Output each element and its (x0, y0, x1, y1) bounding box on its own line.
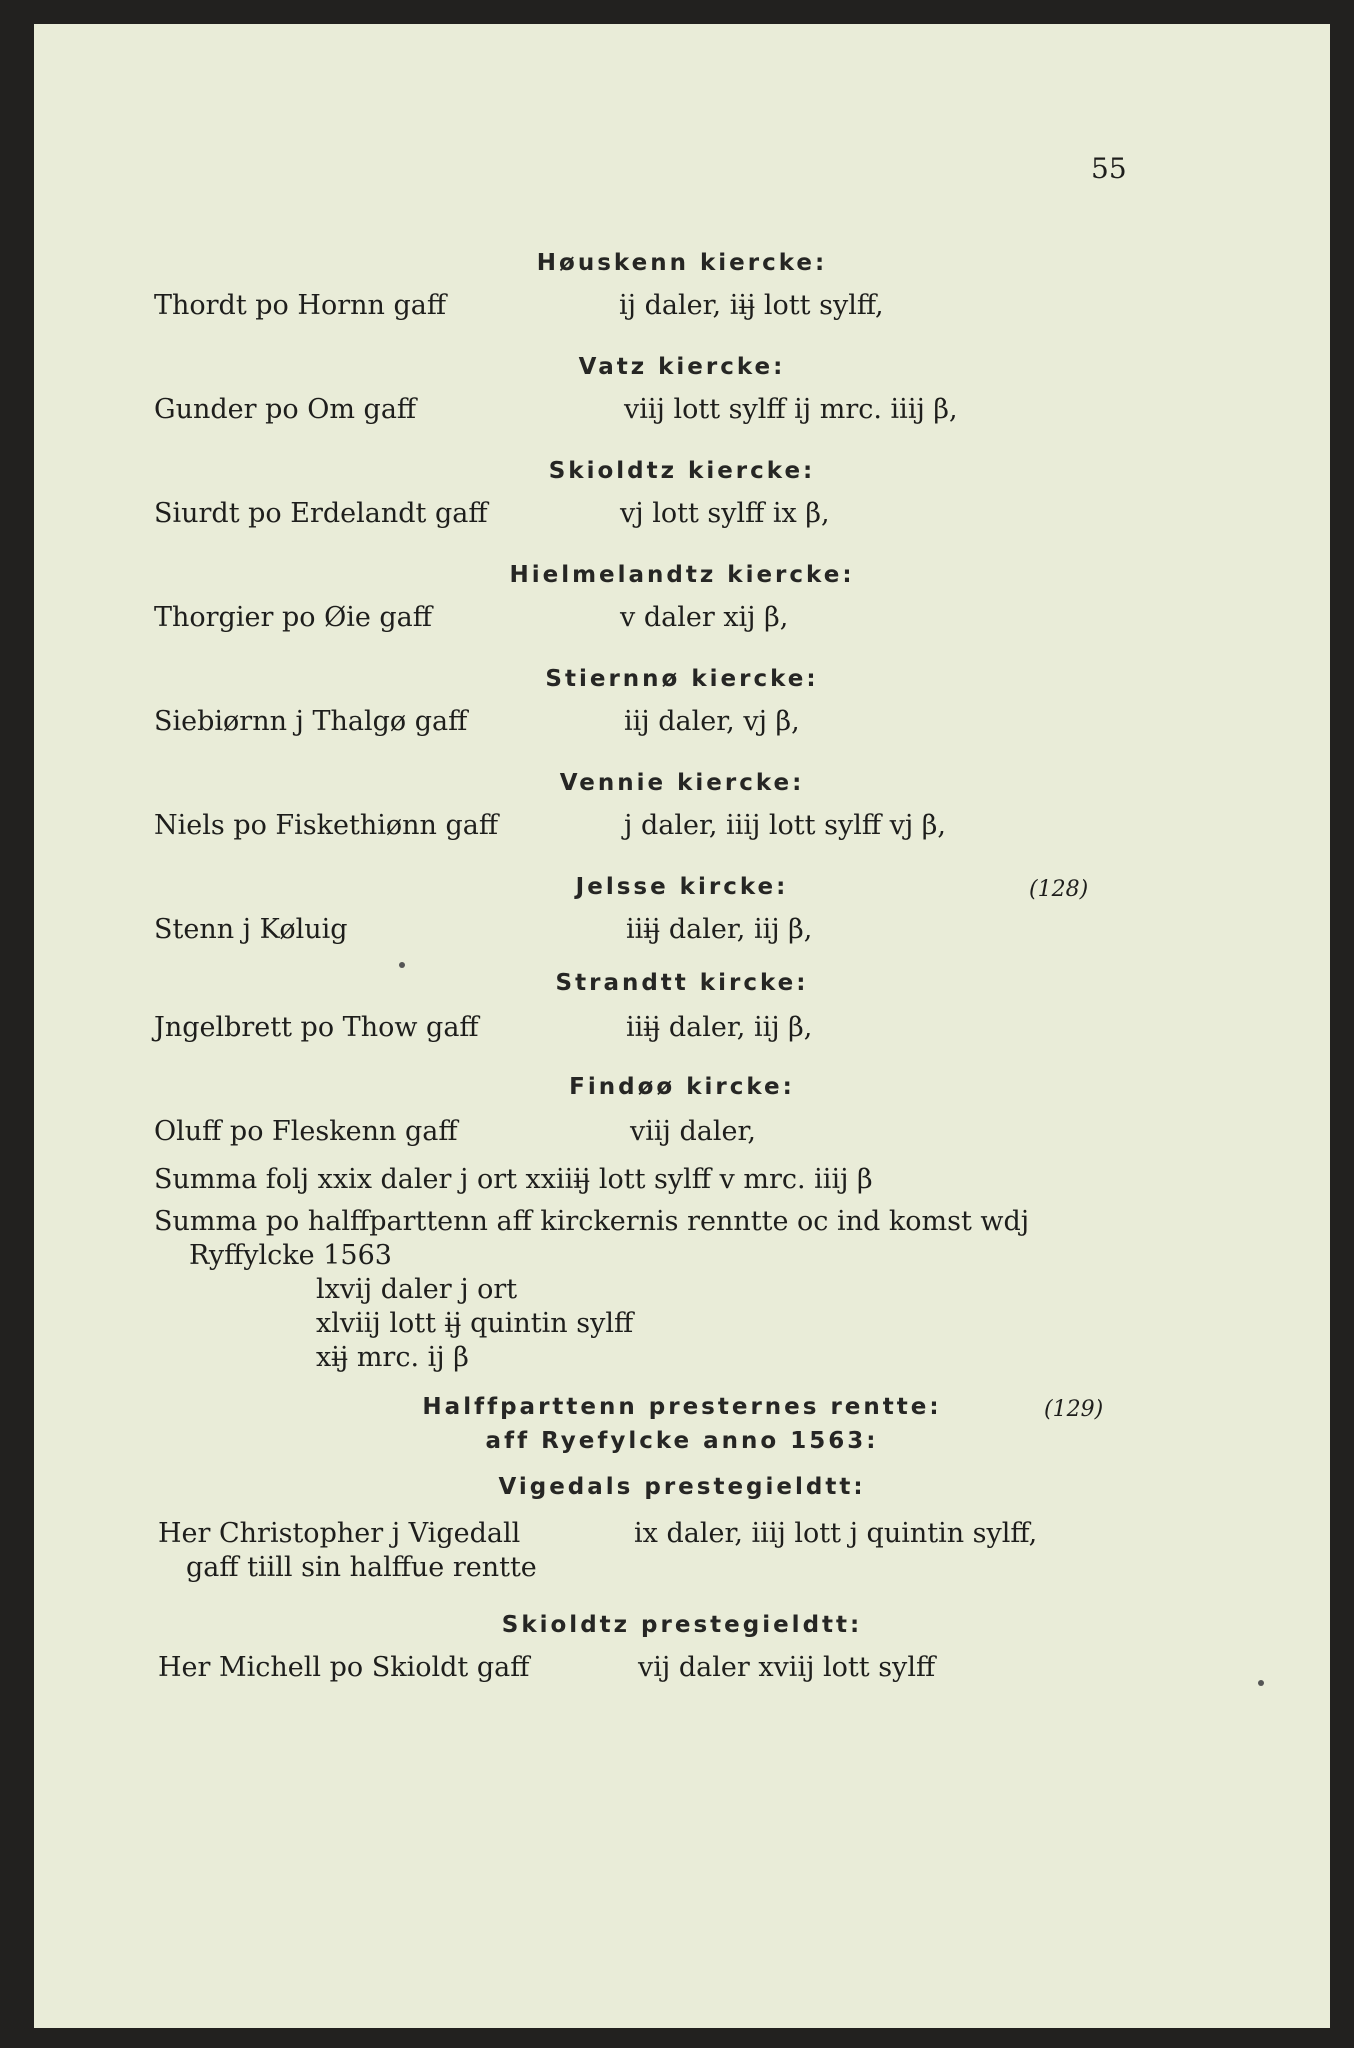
entry-amount: viij lott sylff ij mrc. iiij β, (624, 394, 958, 425)
entry-amount: iij daler, vj β, (624, 706, 800, 737)
entry-amount: j daler, iiij lott sylff vj β, (624, 810, 946, 841)
section-heading: aff Ryefylcke anno 1563: (485, 1428, 879, 1454)
entry-amount: v daler xij β, (620, 602, 789, 633)
entry-name-continued: gaff tiill sin halffue rentte (186, 1552, 537, 1583)
summa-total-line2: Ryffylcke 1563 (189, 1240, 392, 1271)
section-heading: Vatz kiercke: (578, 354, 786, 380)
section-heading: Høuskenn kiercke: (536, 250, 828, 276)
entry-name: Gunder po Om gaff (154, 394, 417, 425)
section-heading: Skioldtz prestegieldtt: (501, 1612, 863, 1638)
section-heading: Hielmelandtz kiercke: (509, 562, 855, 588)
summa-total-line1: Summa po halffparttenn aff kirckernis renntte oc ind komst wdj (154, 1206, 1030, 1237)
entry-name: Oluff po Fleskenn gaff (154, 1116, 458, 1147)
section-heading: Findøø kircke: (569, 1074, 795, 1100)
section-heading: Vennie kiercke: (559, 770, 805, 796)
summa-total-item: xlviij lott ij̶ quintin sylff (316, 1308, 634, 1339)
section-heading: Vigedals prestegieldtt: (498, 1474, 866, 1500)
entry-amount: iiij̶ daler, iij β, (626, 1012, 813, 1043)
margin-note: (129) (1044, 1397, 1104, 1422)
entry-amount: vj lott sylff ix β, (620, 498, 830, 529)
section-heading: Skioldtz kiercke: (548, 458, 816, 484)
entry-amount: viij daler, (630, 1116, 756, 1147)
margin-note: (128) (1029, 877, 1089, 902)
entry-name: Siebiørnn j Thalgø gaff (154, 706, 468, 737)
section-heading: Stiernnø kiercke: (545, 666, 819, 692)
ink-speck (1258, 1680, 1264, 1686)
section-heading: Strandtt kircke: (555, 970, 809, 996)
ink-speck (399, 962, 405, 968)
section-heading: Halffparttenn presternes rentte: (422, 1394, 942, 1420)
entry-name: Niels po Fiskethiønn gaff (154, 810, 499, 841)
entry-name: Her Christopher j Vigedall (158, 1518, 521, 1549)
summa-folj: Summa folj xxix daler j ort xxiiij̶ lott sylff v mrc. iiij β (154, 1164, 873, 1195)
entry-amount: vij daler xviij lott sylff (638, 1652, 936, 1683)
document-page (34, 24, 1330, 2028)
entry-amount: ij daler, iij̶ lott sylff, (619, 290, 884, 321)
page-number: 55 (1091, 152, 1127, 185)
summa-total-item: xij̶ mrc. ij β (316, 1342, 469, 1373)
entry-name: Jngelbrett po Thow gaff (154, 1012, 479, 1043)
entry-amount: ix daler, iiij lott j quintin sylff, (634, 1518, 1038, 1549)
entry-amount: iiij̶ daler, iij β, (626, 914, 813, 945)
entry-name: Stenn j Køluig (154, 914, 348, 945)
summa-total-item: lxvij daler j ort (316, 1274, 518, 1305)
entry-name: Thordt po Hornn gaff (154, 290, 447, 321)
entry-name: Thorgier po Øie gaff (154, 602, 432, 633)
entry-name: Her Michell po Skioldt gaff (158, 1652, 530, 1683)
section-heading: Jelsse kircke: (575, 874, 789, 900)
entry-name: Siurdt po Erdelandt gaff (154, 498, 488, 529)
